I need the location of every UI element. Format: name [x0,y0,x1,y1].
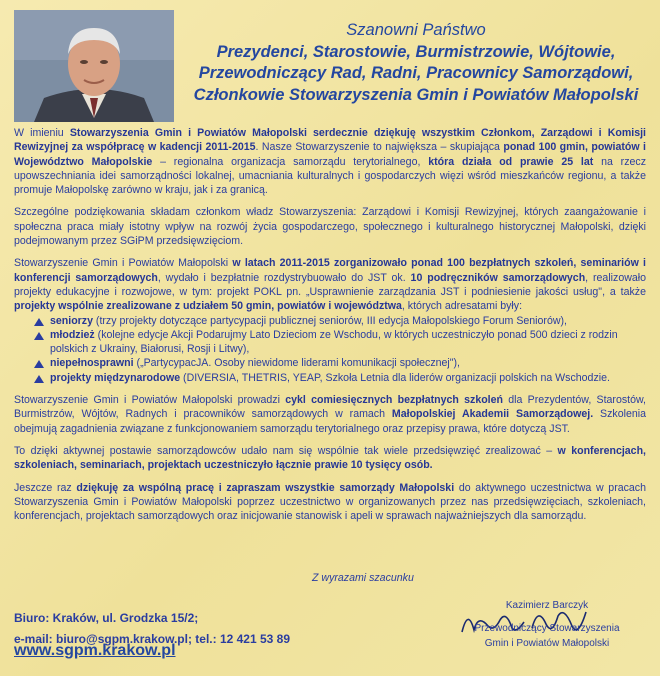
addressee-line-3: Członkowie Stowarzyszenia Gmin i Powiatów Małopolski [193,85,639,104]
office-address: Biuro: Kraków, ul. Grodzka 15/2; [14,611,199,625]
addressee-line-2: Przewodniczący Rad, Radni, Pracownicy Samorządowi, [198,64,634,82]
paragraph-participants: To dzięki aktywnej postawie samorządowców udało nam się wspólnie tak wiele przedsięwzięć zrealizować – w konferencjach, szkoleniach, seminariach, projektach uczestniczyło łącznie prawie 10 tysięcy osób. [14,444,646,472]
signer-name: Kazimierz Barczyk [505,600,589,611]
paragraph-achievements: Stowarzyszenie Gmin i Powiatów Małopolski w latach 2011-2015 zorganizowało ponad 100 bezpłatnych szkoleń, seminariów i konferencji samorządowych, wydało i bezpłatnie rozdystrybuowało do JST ok. 10 podręczników samorządowych, realizowało projekty edukacyjne i rozwojowe, w tym: projekt POKL pn. „Usprawnienie zarządzania JST i podniesienie jakości usług", a także projekty wspólnie zrealizowane z udziałem 50 gmin, powiatów i województwa, których adresatami były: [14,257,647,313]
paragraph-trainings: Stowarzyszenie Gmin i Powiatów Małopolski prowadzi cykl comiesięcznych bezpłatnych szkoleń dla Prezydentów, Starostów, Burmistrzów, Wójtów, Radnych i pracowników samorządowych w ramach Małopolskiej Akademii Samorządowej. Szkolenia obejmują zagadnienia związane z funkcjonowaniem samorządu terytorialnego oraz przepisy prawa, które dotyczą JST. [14,394,646,435]
signer-block [442,598,652,651]
triangle-bullet-icon [34,318,44,326]
beneficiaries-list [14,314,646,385]
paragraph-special-thanks: Szczególne podziękowania składam członkom władz Stowarzyszenia: Zarządowi i Komisji Rewizyjnej, których zaangażowanie i społeczna praca miały istotny wpływ na rozwój życia gospodarczego, społecznego i kulturalnego historycznej Małopolski, dzięki podejmowanym przez SGiPM przedsięwzięciom. [14,206,646,248]
paragraph-invitation: Jeszcze raz dziękuję za wspólną pracę i zapraszam wszystkie samorządy Małopolski do aktywnego uczestnictwa w pracach Stowarzyszenia Gmin i Powiatów Małopolski poprzez uczestnictwo w organizowanych przez nas przedsięwzięciach, szkoleniach, konferencjach, projektach samorządowych oraz inicjowanie stanowisk i apeli w sprawach najważniejszych dla samorządu. [14,481,646,523]
list-item: niepełnosprawni („PartycypacJA. Osoby niewidome liderami komunikacji społecznej"), [34,356,646,370]
signoff-text: Z wyrazami szacunku [312,572,414,584]
list-item: seniorzy (trzy projekty dotyczące partycypacji publicznej seniorów, III edycja Małopolskiego Forum Seniorów), [34,314,646,328]
addressee-line-1: Prezydenci, Starostowie, Burmistrzowie, Wójtowie, [216,42,616,61]
website-link[interactable]: www.sgpm.krakow.pl [14,642,176,659]
list-item: młodzież (kolejne edycje Akcji Podarujmy Lato Dzieciom ze Wschodu, w których uczestniczyło ponad 500 dzieci z rodzin polskich z Ukrainy, Białorusi, Rosji i Litwy), [34,328,646,357]
triangle-bullet-icon [34,375,44,383]
greeting-line: Szanowni Państwo [346,21,486,39]
signer-title-1: Przewodniczący Stowarzyszenia [474,623,620,634]
triangle-bullet-icon [34,360,44,368]
list-item: projekty międzynarodowe (DIVERSIA, THETRIS, YEAP, Szkoła Letnia dla liderów organizacji polskich na Wschodzie. [34,371,646,385]
signer-title-2: Gmin i Powiatów Małopolski [484,638,610,649]
portrait-photo [14,10,174,122]
triangle-bullet-icon [34,332,44,340]
paragraph-thanks: W imieniu Stowarzyszenia Gmin i Powiatów Małopolski serdecznie dziękuję wszystkim Członkom, Zarządowi i Komisji Rewizyjnej za współpracę w kadencji 2011-2015. Nasze Stowarzyszenie to największa – skupiająca ponad 100 gmin, powiatów i Województwo Małopolskie – regionalna organizacja samorządu terytorialnego, która działa od prawie 25 lat na rzecz upowszechniania idei samorządności lokalnej, umacniania kulturalnych i gospodarczych więzi wśród mieszkańców regionu, a także promuje Małopolskę zarówno w kraju, jak i za granicą. [14,127,646,197]
email-phone: e-mail: biuro@sgpm.krakow.pl; tel.: 12 421 53 89 [14,632,291,646]
letter-body [14,126,646,531]
letter-header [178,20,654,106]
